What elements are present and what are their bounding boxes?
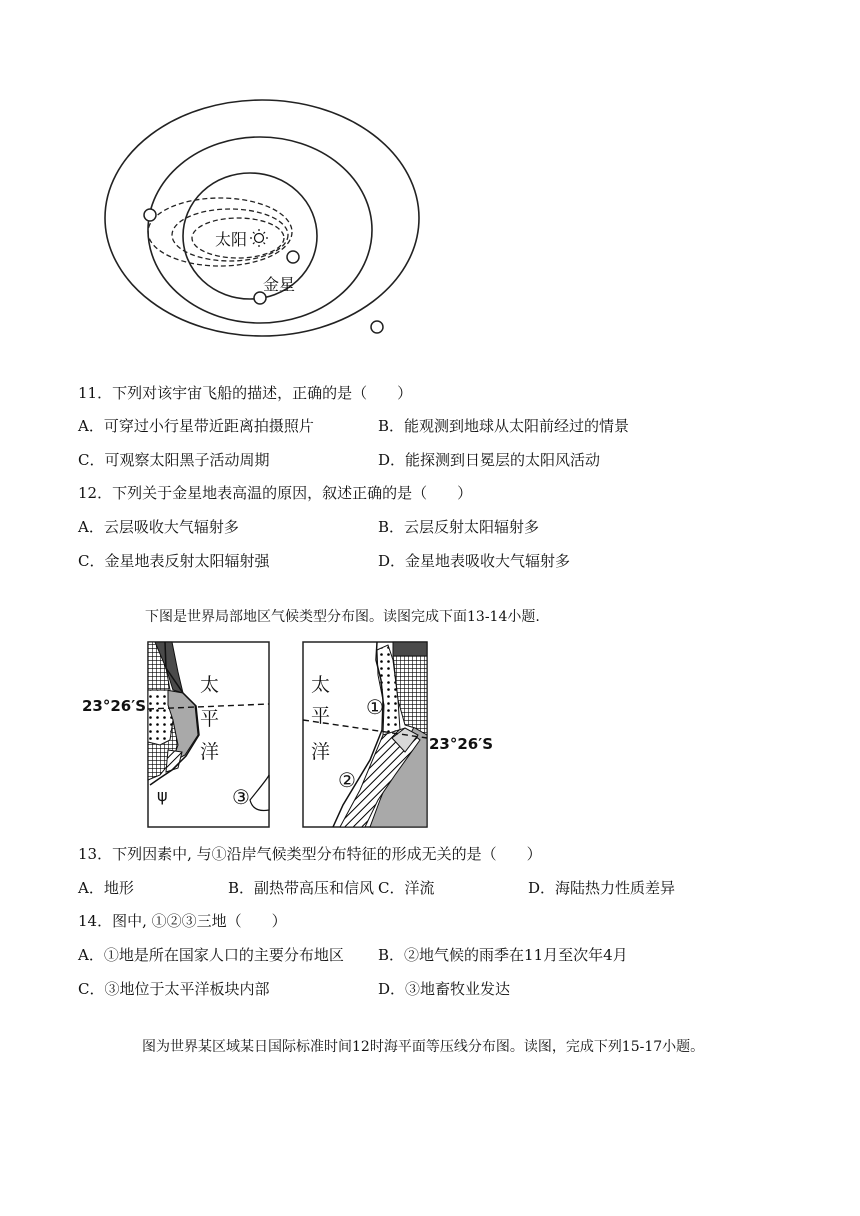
q14-stem: 14．图中, ①②③三地（ ） [78, 912, 287, 930]
climate-map-figure [80, 636, 500, 832]
q12-option-b[interactable]: B．云层反射太阳辐射多 [378, 518, 540, 536]
q14-option-c[interactable]: C．③地位于太平洋板块内部 [78, 980, 270, 998]
venus-label: 金星 [263, 275, 296, 294]
solar-system-figure [95, 95, 430, 355]
q11-option-a[interactable]: A．可穿过小行星带近距离拍摄照片 [78, 417, 314, 435]
q13-option-c[interactable]: C．洋流 [378, 879, 435, 897]
left-ocean-char-1: 太 [200, 674, 220, 696]
q12-option-c[interactable]: C．金星地表反射太阳辐射强 [78, 552, 270, 570]
q13-option-a[interactable]: A．地形 [78, 879, 134, 897]
intro-13-14: 下图是世界局部地区气候类型分布图。读图完成下面13-14小题. [145, 609, 540, 625]
mark-2: ② [338, 768, 356, 792]
q14-option-a[interactable]: A．①地是所在国家人口的主要分布地区 [78, 946, 344, 964]
svg-text:ψ: ψ [157, 786, 168, 805]
q14-option-d[interactable]: D．③地畜牧业发达 [378, 980, 511, 998]
q13-stem: 13．下列因素中, 与①沿岸气候类型分布特征的形成无关的是（ ） [78, 845, 542, 863]
q11-option-d[interactable]: D．能探测到日冕层的太阳风活动 [378, 451, 601, 469]
q11-option-c[interactable]: C．可观察太阳黑子活动周期 [78, 451, 270, 469]
left-lat-label: 23°26′S [82, 697, 147, 715]
left-ocean-char-3: 洋 [200, 741, 220, 763]
intro-15-17: 图为世界某区域某日国际标准时间12时海平面等压线分布图。读图，完成下列15-17小题。 [142, 1039, 705, 1055]
spacecraft-point-left [144, 209, 156, 221]
q11-stem: 11．下列对该宇宙飞船的描述，正确的是（ ） [78, 384, 413, 402]
q13-option-b[interactable]: B．副热带高压和信风 [228, 879, 375, 897]
mark-1: ① [366, 695, 384, 719]
q11-option-b[interactable]: B．能观测到地球从太阳前经过的情景 [378, 417, 630, 435]
right-ocean-char-1: 太 [311, 674, 331, 696]
q13-option-d[interactable]: D．海陆热力性质差异 [528, 879, 676, 897]
q12-stem: 12．下列关于金星地表高温的原因，叙述正确的是（ ） [78, 484, 473, 502]
right-ocean-char-2: 平 [311, 705, 331, 727]
right-ocean-char-3: 洋 [311, 741, 331, 763]
sun-label: 太阳 [215, 230, 248, 249]
spacecraft-point-inner [287, 251, 299, 263]
q12-option-a[interactable]: A．云层吸收大气辐射多 [78, 518, 239, 536]
q12-option-d[interactable]: D．金星地表吸收大气辐射多 [378, 552, 571, 570]
right-lat-label: 23°26′S [429, 735, 494, 753]
left-ocean-char-2: 平 [200, 708, 220, 730]
mark-3: ③ [232, 785, 250, 809]
q14-option-b[interactable]: B．②地气候的雨季在11月至次年4月 [378, 946, 628, 964]
earth-point [371, 321, 383, 333]
